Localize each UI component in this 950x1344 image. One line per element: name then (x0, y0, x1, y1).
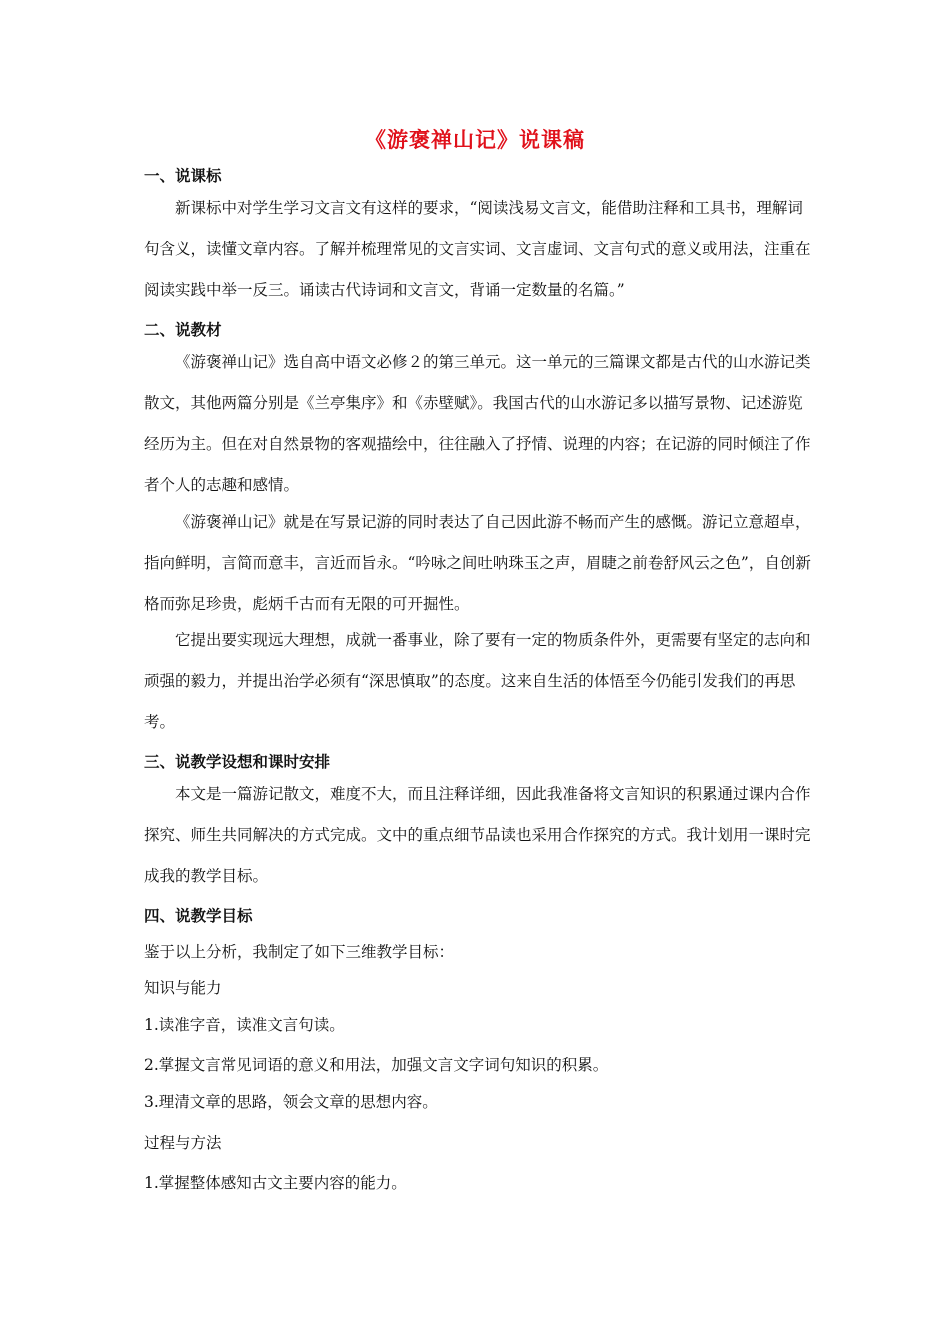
list-item: 1.掌握整体感知古文主要内容的能力。 (144, 1174, 407, 1192)
section-heading-4: 四、说教学目标 (144, 907, 253, 925)
paragraph-1-1: 新课标中对学生学习文言文有这样的要求，“阅读浅易文言文，能借助注释和工具书，理解词句含义，读懂文章内容。了解并梳理常见的文言实词、文言虚词、文言句式的意义或用法，注重在阅读实践中举一反三。诵读古代诗词和文言文，背诵一定数量的名篇。” (144, 199, 811, 299)
text-line: 鉴于以上分析，我制定了如下三维教学目标： (144, 943, 455, 961)
list-item: 2.掌握文言常见词语的意义和用法，加强文言文字词句知识的积累。 (144, 1056, 609, 1074)
list-item: 3.理清文章的思路，领会文章的思想内容。 (144, 1093, 438, 1111)
paragraph-2-2: 《游褒禅山记》就是在写景记游的同时表达了自己因此游不畅而产生的感慨。游记立意超卓，指向鲜明，言简而意丰，言近而旨永。“吟咏之间吐呐珠玉之声，眉睫之前卷舒风云之色”，自创新格而弥足珍贵，彪炳千古而有无限的可开掘性。 (144, 513, 811, 613)
paragraph-3-1: 本文是一篇游记散文，难度不大，而且注释详细，因此我准备将文言知识的积累通过课内合作探究、师生共同解决的方式完成。文中的重点细节品读也采用合作探究的方式。我计划用一课时完成我的教学目标。 (144, 785, 811, 885)
list-item: 1.读准字音，读准文言句读。 (144, 1016, 345, 1034)
subheading-process: 过程与方法 (144, 1134, 222, 1152)
document-title: 《游褒禅山记》说课稿 (365, 128, 585, 152)
section-heading-3: 三、说教学设想和课时安排 (144, 753, 331, 771)
section-heading-1: 一、说课标 (144, 167, 222, 185)
paragraph-2-1: 《游褒禅山记》选自高中语文必修２的第三单元。这一单元的三篇课文都是古代的山水游记类散文，其他两篇分别是《兰亭集序》和《赤壁赋》。我国古代的山水游记多以描写景物、记述游览经历为主。但在对自然景物的客观描绘中，往往融入了抒情、说理的内容；在记游的同时倾注了作者个人的志趣和感情。 (144, 353, 811, 494)
paragraph-2-3: 它提出要实现远大理想，成就一番事业，除了要有一定的物质条件外，更需要有坚定的志向和顽强的毅力，并提出治学必须有“深思慎取”的态度。这来自生活的体悟至今仍能引发我们的再思考。 (144, 631, 811, 731)
section-heading-2: 二、说教材 (144, 321, 222, 339)
subheading-knowledge: 知识与能力 (144, 979, 222, 997)
